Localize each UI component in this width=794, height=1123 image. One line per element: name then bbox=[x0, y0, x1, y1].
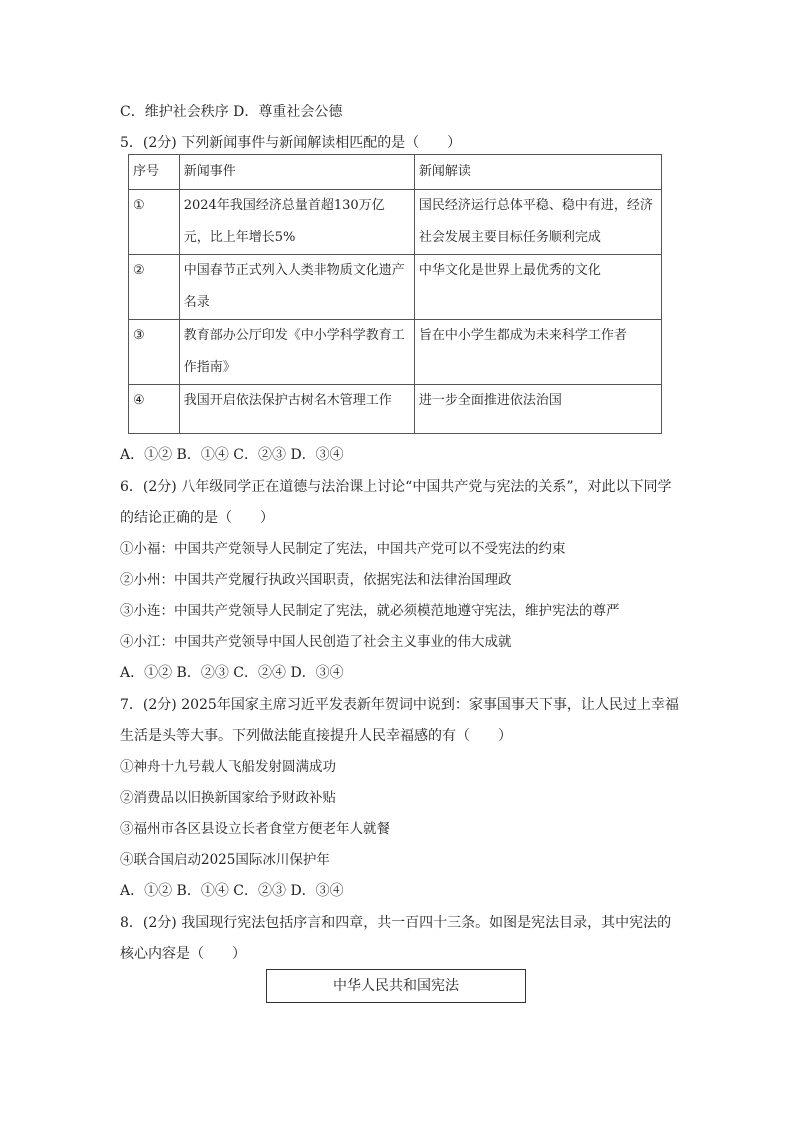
row-event-text: 2024年我国经济总量首超130万亿元，比上年增长5% bbox=[183, 198, 385, 245]
q4-options: C．维护社会秩序 D．尊重社会公德 bbox=[120, 104, 343, 120]
row-number: ① bbox=[129, 190, 180, 255]
row-event bbox=[179, 385, 414, 434]
q5-options: A．①② B．①④ C．②③ D．③④ bbox=[120, 447, 344, 463]
q6-item-3: ③小连：中国共产党领导人民制定了宪法，就必须模范地遵守宪法，维护宪法的尊严 bbox=[120, 603, 620, 619]
table-header-row bbox=[129, 155, 662, 190]
q6-stem-line1: 6．(2分) 八年级同学正在道德与法治课上讨论“中国共产党与宪法的关系”，对此以下同学 bbox=[120, 479, 672, 495]
q6-options: A．①② B．②③ C．②④ D．③④ bbox=[120, 665, 344, 681]
row-number: ④ bbox=[129, 385, 180, 434]
q5-stem: 5．(2分) 下列新闻事件与新闻解读相匹配的是（ ） bbox=[120, 135, 462, 151]
q6-item-1: ①小福：中国共产党领导人民制定了宪法，中国共产党可以不受宪法的约束 bbox=[120, 541, 566, 557]
row-interpretation-text: 旨在中小学生都成为未来科学工作者 bbox=[418, 328, 627, 343]
q7-stem-line1: 7．(2分) 2025年国家主席习近平发表新年贺词中说到：家事国事天下事，让人民过上幸福 bbox=[120, 697, 679, 713]
q7-options: A．①② B．①④ C．②③ D．③④ bbox=[120, 883, 344, 899]
q7-item-3: ③福州市各区县设立长者食堂方便老年人就餐 bbox=[120, 821, 390, 837]
q8-stem-line1: 8．(2分) 我国现行宪法包括序言和四章，共一百四十三条。如图是宪法目录，其中宪法的 bbox=[120, 915, 672, 931]
q6-item-2: ②小州：中国共产党履行执政兴国职责，依据宪法和法律治国理政 bbox=[120, 572, 512, 588]
header-event: 新闻事件 bbox=[179, 155, 414, 190]
q6-stem-line2: 的结论正确的是（ ） bbox=[120, 510, 274, 526]
constitution-title-box: 中华人民共和国宪法 bbox=[266, 969, 526, 1003]
row-event bbox=[179, 255, 414, 320]
q7-item-2: ②消费品以旧换新国家给予财政补贴 bbox=[120, 790, 336, 806]
q7-item-4: ④联合国启动2025国际冰川保护年 bbox=[120, 852, 330, 868]
row-number: ② bbox=[129, 255, 180, 320]
row-event bbox=[179, 320, 414, 385]
row-event bbox=[179, 190, 414, 255]
row-interpretation-text: 进一步全面推进依法治国 bbox=[418, 393, 562, 408]
row-interpretation bbox=[414, 255, 661, 320]
news-table bbox=[128, 154, 662, 434]
row-number: ③ bbox=[129, 320, 180, 385]
table-row bbox=[129, 320, 662, 385]
row-event-text: 教育部办公厅印发《中小学科学教育工作指南》 bbox=[183, 328, 405, 375]
row-interpretation bbox=[414, 190, 661, 255]
q6-item-4: ④小江：中国共产党领导中国人民创造了社会主义事业的伟大成就 bbox=[120, 634, 512, 650]
q7-stem-line2: 生活是头等大事。下列做法能直接提升人民幸福感的有（ ） bbox=[120, 728, 512, 744]
row-interpretation-text: 国民经济运行总体平稳、稳中有进，经济社会发展主要目标任务顺利完成 bbox=[418, 198, 653, 245]
table-row bbox=[129, 385, 662, 434]
table-row bbox=[129, 190, 662, 255]
row-event-text: 我国开启依法保护古树名木管理工作 bbox=[183, 393, 392, 408]
row-event-text: 中国春节正式列入人类非物质文化遗产名录 bbox=[183, 263, 405, 310]
row-interpretation bbox=[414, 385, 661, 434]
row-interpretation bbox=[414, 320, 661, 385]
header-number: 序号 bbox=[129, 155, 180, 190]
q8-stem-line2: 核心内容是（ ） bbox=[120, 946, 246, 962]
q7-item-1: ①神舟十九号载人飞船发射圆满成功 bbox=[120, 759, 336, 775]
table-row bbox=[129, 255, 662, 320]
header-interpretation: 新闻解读 bbox=[414, 155, 661, 190]
row-interpretation-text: 中华文化是世界上最优秀的文化 bbox=[418, 263, 601, 278]
